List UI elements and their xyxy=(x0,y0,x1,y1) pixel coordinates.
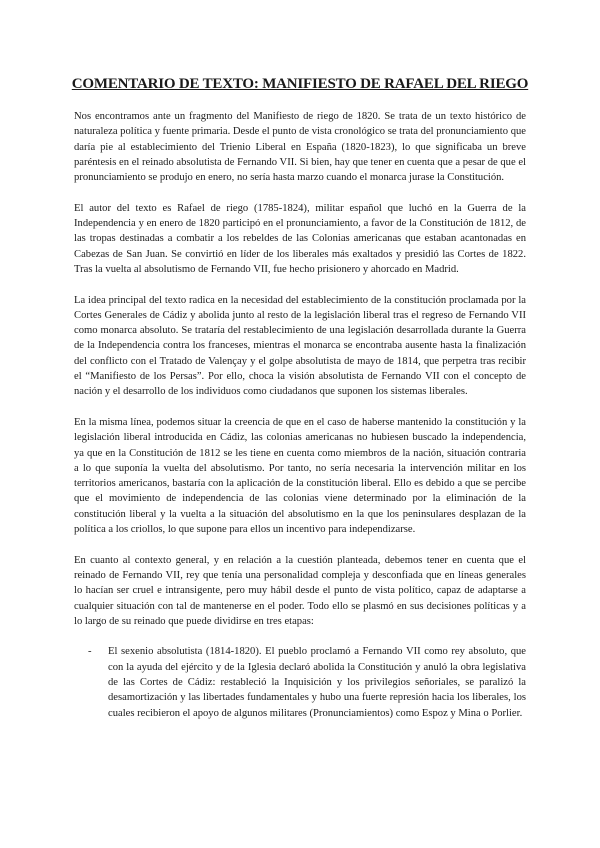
stages-list xyxy=(74,644,526,720)
paragraph-colonies: En la misma línea, podemos situar la creencia de que en el caso de haberse mantenido la constitución y la legislación liberal introducida en Cádiz, las colonias americanas no hubiesen buscado la independencia, ya que en la Constitución de 1812 se les tiene en cuenta como miembros de la nación, situación contraria a lo que suponía la vuelta del absolutismo. Por tanto, no sería necesaria la intervención militar en los territorios americanos, bastaría con la aplicación de la constitución liberal. Ello es debido a que se percibe que el movimiento de independencia de las colonias viene determinado por la eliminación de la constitución liberal y la vuelta a la situación del absolutismo en la que los peninsulares desplazan de la política a los criollos, lo que supone para ellos un incentivo para independizarse. xyxy=(74,416,526,536)
list-bullet: - xyxy=(88,646,92,658)
document-body xyxy=(74,109,526,721)
paragraph-main-idea: La idea principal del texto radica en la necesidad del establecimiento de la constitución proclamada por la Cortes Generales de Cádiz y abolida junto al resto de la legislación liberal tras el regreso de Fernando VII como monarca absoluto. Se trataría del restablecimiento de una legislación desarrollada durante la Guerra de la Independencia contra los franceses, mientras el monarca se encontraba ausente hasta la finalización del conflicto con el Tratado de Valençay y el golpe absolutista de mayo de 1814, que perpetra tras recibir el “Manifiesto de los Persas”. Por ello, choca la visión absolutista de Fernando VII con el concepto de nación y el desarrollo de los individuos como ciudadanos que suponen los sistemas liberales. xyxy=(74,294,526,398)
list-item xyxy=(88,644,526,720)
paragraph-author: El autor del texto es Rafael de riego (1785-1824), militar español que luchó en la Guerra de la Independencia y en enero de 1820 participó en el pronunciamiento, a favor de la Constitución de 1812, de las tropas destinadas a combatir a los rebeldes de las Colonias americanas que estaban acantonadas en Cabezas de San Juan. Se convirtió en líder de los liberales más exaltados y presidió las Cortes de 1822. Tras la vuelta al absolutismo de Fernando VII, fue hecho prisionero y ahorcado en Madrid. xyxy=(74,202,526,275)
paragraph-context: En cuanto al contexto general, y en relación a la cuestión planteada, debemos tener en cuenta que el reinado de Fernando VII, rey que tenía una personalidad compleja y desconfiada que en líneas generales lo hacían ser cruel e intransigente, pero muy hábil desde el punto de vista político, capaz de adaptarse a cualquier situación con tal de mantenerse en el poder. Todo ello se plasmó en sus decisiones políticas y a lo largo de su reinado que puede dividirse en tres etapas: xyxy=(74,554,526,627)
document-title: COMENTARIO DE TEXTO: MANIFIESTO DE RAFAEL DEL RIEGO xyxy=(71,76,529,92)
list-item-text: El sexenio absolutista (1814-1820). El pueblo proclamó a Fernando VII como rey absoluto, que con la ayuda del ejército y de la Iglesia declaró abolida la Constitución y anuló la obra legislativa de las Cortes de Cádiz: restableció la Inquisición y los privilegios señoriales, se paralizó la desamortización y las libertades fundamentales y hubo una fuerte represión hacia los liberales, los cuales recibieron el apoyo de algunos militares (Pronunciamientos) como Espoz y Mina o Porlier. xyxy=(108,646,526,719)
paragraph-intro: Nos encontramos ante un fragmento del Manifiesto de riego de 1820. Se trata de un texto histórico de naturaleza política y fuente primaria. Desde el punto de vista cronológico se trata del pronunciamiento que daría pie al establecimiento del Trienio Liberal en España (1820-1823), lo que significaba un breve paréntesis en el reinado absolutista de Fernando VII. Si bien, hay que tener en cuenta que a pesar de que el pronunciamiento se produjo en enero, no sería hasta marzo cuando el monarca jurase la Constitución. xyxy=(74,111,526,184)
